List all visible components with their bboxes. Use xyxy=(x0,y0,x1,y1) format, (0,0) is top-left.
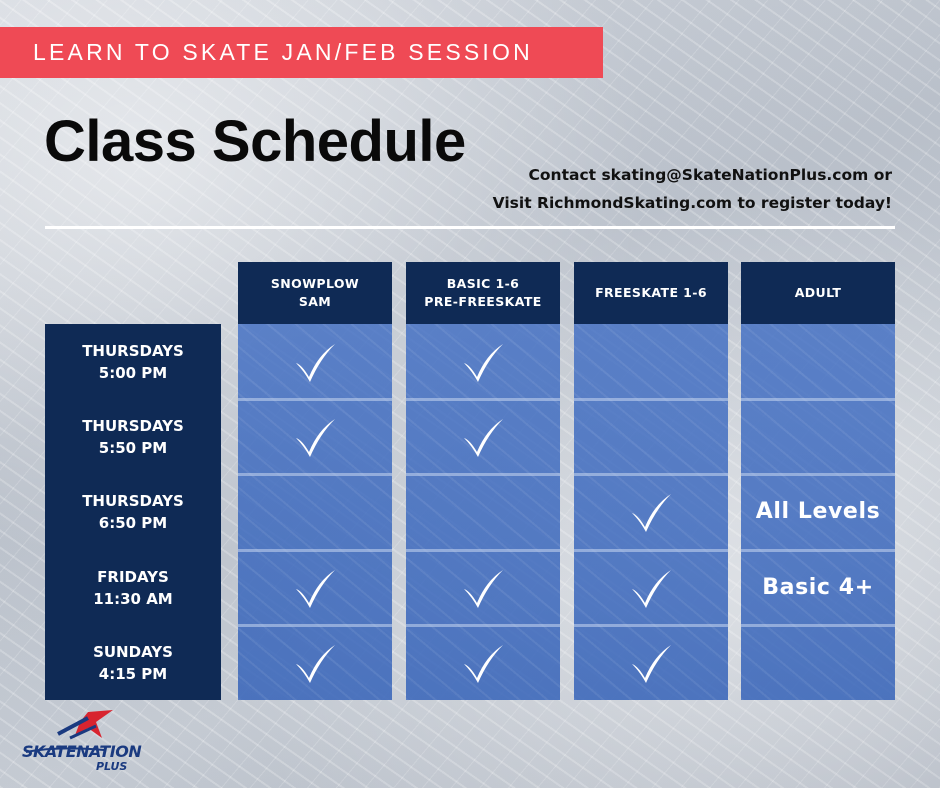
checkmark-icon xyxy=(628,565,674,611)
time-slot xyxy=(45,399,221,474)
checkmark-icon xyxy=(460,414,506,460)
time-label: 5:00 PM xyxy=(98,363,168,382)
schedule-cell xyxy=(741,625,895,700)
schedule-cell xyxy=(238,625,392,700)
schedule-cell xyxy=(238,474,392,549)
time-slot xyxy=(45,550,221,625)
schedule-cell xyxy=(406,625,560,700)
time-slot xyxy=(45,474,221,549)
day-label: THURSDAYS xyxy=(82,341,184,360)
day-label: SUNDAYS xyxy=(93,642,173,661)
checkmark-icon xyxy=(460,640,506,686)
schedule-column-basic xyxy=(406,324,560,700)
contact-info xyxy=(493,161,892,217)
time-slot xyxy=(45,625,221,700)
cell-level-text: All Levels xyxy=(755,499,881,524)
schedule-cell xyxy=(406,399,560,474)
logo-wordmark: SKATENATION xyxy=(22,742,142,761)
column-header-adult xyxy=(741,262,895,324)
schedule-cell xyxy=(238,550,392,625)
column-header-freeskate xyxy=(574,262,728,324)
cell-level-text: Basic 4+ xyxy=(762,575,874,600)
schedule-cell xyxy=(574,625,728,700)
logo-plus: PLUS xyxy=(96,760,128,773)
schedule-cell xyxy=(574,474,728,549)
schedule-cell xyxy=(741,474,895,549)
checkmark-icon xyxy=(292,565,338,611)
schedule-cell xyxy=(741,399,895,474)
time-label: 4:15 PM xyxy=(98,664,168,683)
schedule-cell xyxy=(238,324,392,399)
schedule-column-freeskate xyxy=(574,324,728,700)
schedule-cell xyxy=(741,324,895,399)
schedule-cell xyxy=(741,550,895,625)
skatenation-plus-logo xyxy=(18,708,163,780)
column-header-label: SNOWPLOW xyxy=(270,276,360,291)
schedule-cell xyxy=(406,474,560,549)
column-header-label: PRE-FREESKATE xyxy=(424,294,542,309)
checkmark-icon xyxy=(628,489,674,535)
column-header-label: BASIC 1-6 xyxy=(446,276,520,291)
time-column xyxy=(45,324,221,700)
column-header-snowplow-sam xyxy=(238,262,392,324)
contact-line-website: Visit RichmondSkating.com to register today! xyxy=(492,194,892,212)
column-header-label: FREESKATE 1-6 xyxy=(595,285,707,300)
schedule-cell xyxy=(574,399,728,474)
time-label: 11:30 AM xyxy=(93,589,173,608)
schedule-cell xyxy=(406,324,560,399)
page-title: Class Schedule xyxy=(44,109,466,174)
header-divider xyxy=(45,226,895,229)
schedule-cell xyxy=(574,550,728,625)
checkmark-icon xyxy=(292,414,338,460)
checkmark-icon xyxy=(292,640,338,686)
time-label: 5:50 PM xyxy=(98,438,168,457)
checkmark-icon xyxy=(460,565,506,611)
session-banner: LEARN TO SKATE JAN/FEB SESSION xyxy=(0,27,603,78)
day-label: FRIDAYS xyxy=(97,567,169,586)
checkmark-icon xyxy=(460,339,506,385)
schedule-cell xyxy=(406,550,560,625)
column-header-basic xyxy=(406,262,560,324)
schedule-cell xyxy=(238,399,392,474)
column-header-label: SAM xyxy=(298,294,332,309)
schedule-cell xyxy=(574,324,728,399)
column-header-label: ADULT xyxy=(794,285,842,300)
time-label: 6:50 PM xyxy=(98,513,168,532)
day-label: THURSDAYS xyxy=(82,416,184,435)
checkmark-icon xyxy=(628,640,674,686)
schedule-column-adult xyxy=(741,324,895,700)
schedule-column-snowplow-sam xyxy=(238,324,392,700)
checkmark-icon xyxy=(292,339,338,385)
time-slot xyxy=(45,324,221,399)
day-label: THURSDAYS xyxy=(82,491,184,510)
contact-line-email: Contact skating@SkateNationPlus.com or xyxy=(528,166,892,184)
